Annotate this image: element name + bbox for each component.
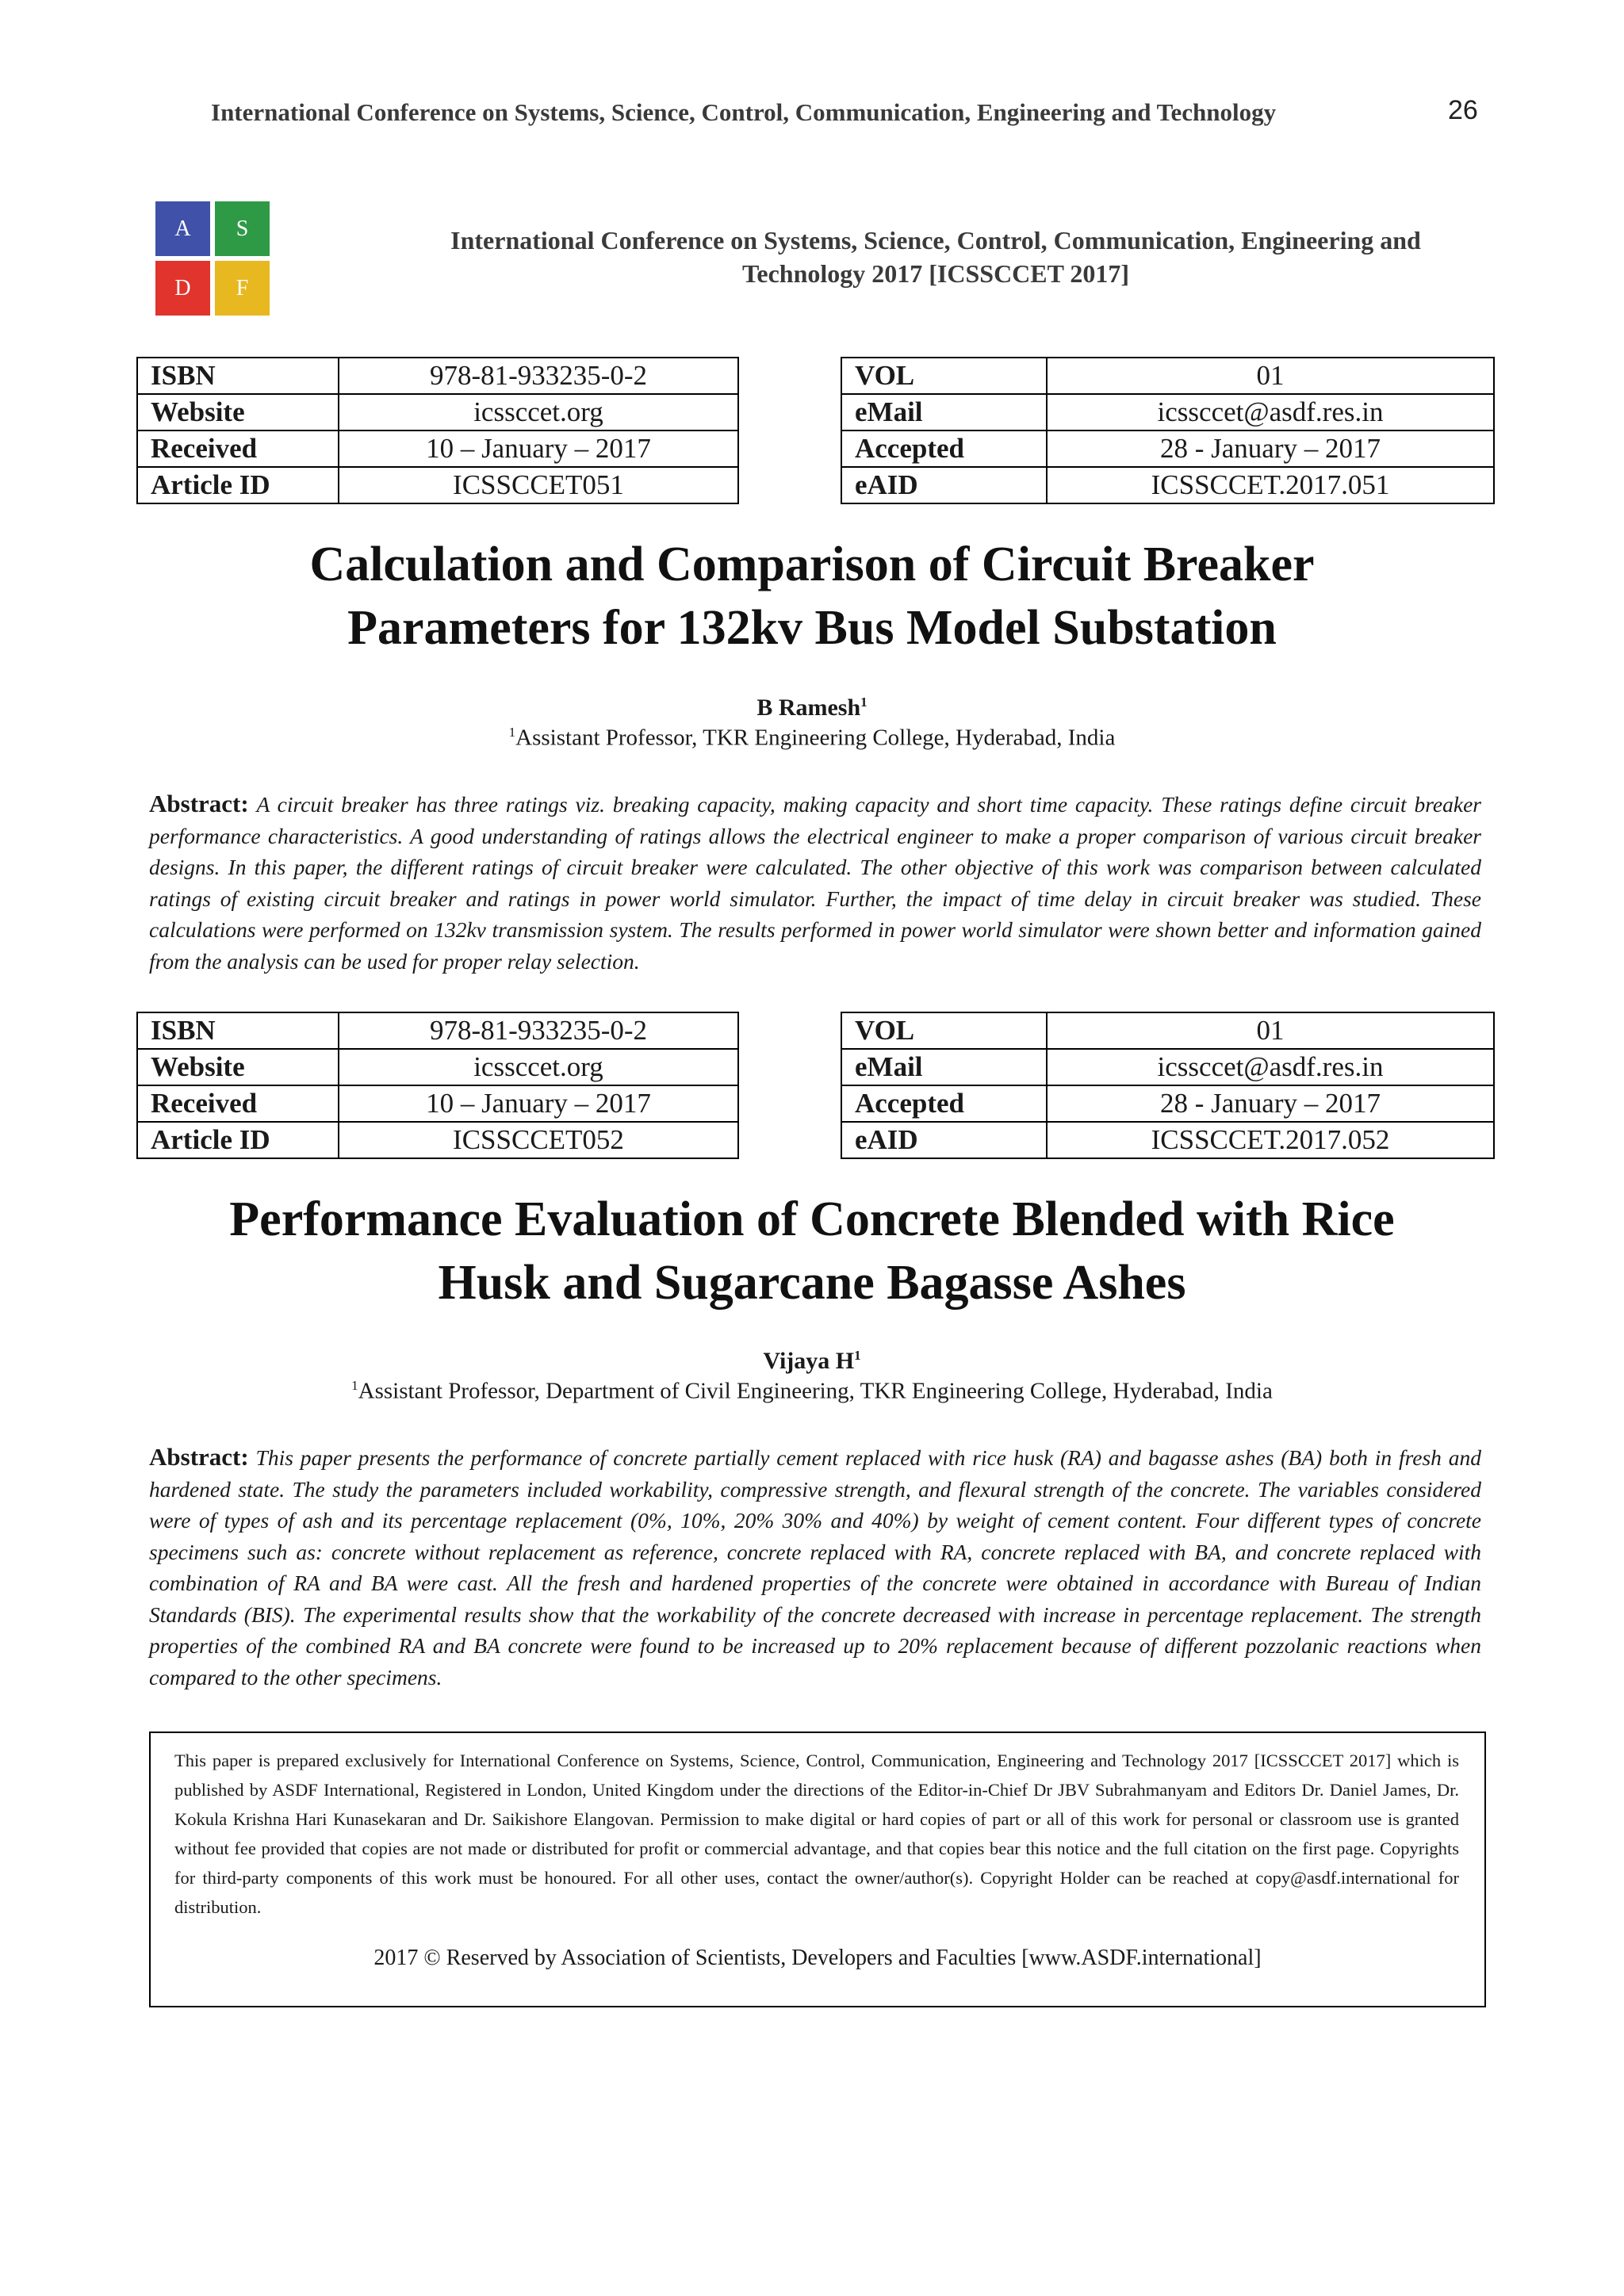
meta-value: icssccet.org [339, 394, 738, 430]
paper2-meta-left-table [136, 1012, 739, 1159]
table-row [137, 1012, 738, 1049]
table-row [841, 430, 1494, 467]
paper1-meta-right-table [841, 357, 1495, 504]
table-row [137, 1049, 738, 1085]
paper2-abstract [149, 1441, 1481, 1693]
meta-key: Website [137, 394, 339, 430]
author-name: Vijaya H [763, 1348, 855, 1374]
asdf-logo [155, 201, 274, 320]
paper2-title-line2: Husk and Sugarcane Bagasse Ashes [438, 1256, 1186, 1310]
meta-key: eAID [841, 1122, 1047, 1158]
author-superscript: 1 [854, 1348, 861, 1363]
meta-key: Accepted [841, 1085, 1047, 1122]
meta-key: Article ID [137, 467, 339, 503]
paper1-affiliation [0, 725, 1624, 752]
conference-name-line1: International Conference on Systems, Science, Control, Communication, Engineering and [450, 226, 1421, 254]
meta-key: Article ID [137, 1122, 339, 1158]
meta-key: VOL [841, 1012, 1047, 1049]
abstract-label: Abstract: [149, 1443, 249, 1471]
logo-cell-s: S [215, 201, 270, 256]
meta-key: eAID [841, 467, 1047, 503]
meta-key: eMail [841, 1049, 1047, 1085]
table-row [841, 1085, 1494, 1122]
meta-value: ICSSCCET.2017.051 [1047, 467, 1494, 503]
conference-name [381, 224, 1491, 290]
meta-value: icssccet.org [339, 1049, 738, 1085]
meta-value: 28 - January – 2017 [1047, 430, 1494, 467]
conference-name-line2: Technology 2017 [ICSSCCET 2017] [741, 259, 1130, 288]
paper2-meta-right-table [841, 1012, 1495, 1159]
paper1-abstract [149, 788, 1481, 977]
copyright-line: 2017 © Reserved by Association of Scientists, Developers and Faculties [www.ASDF.international] [373, 1946, 1262, 1970]
author-superscript: 1 [860, 695, 868, 710]
table-row [137, 430, 738, 467]
table-row [841, 358, 1494, 394]
meta-key: Received [137, 430, 339, 467]
logo-cell-d: D [155, 261, 210, 316]
meta-key: ISBN [137, 1012, 339, 1049]
publication-notice-box [149, 1732, 1486, 2007]
table-row [841, 394, 1494, 430]
meta-value: ICSSCCET.2017.052 [1047, 1122, 1494, 1158]
affiliation-text: Assistant Professor, Department of Civil Engineering, TKR Engineering College, Hyderabad, India [358, 1378, 1273, 1404]
paper2-title [95, 1188, 1529, 1314]
logo-cell-a: A [155, 201, 210, 256]
meta-value: 10 – January – 2017 [339, 430, 738, 467]
affiliation-text: Assistant Professor, TKR Engineering College, Hyderabad, India [515, 725, 1116, 751]
running-header: International Conference on Systems, Science, Control, Communication, Engineering and Technology [211, 98, 1277, 126]
paper1-title-line2: Parameters for 132kv Bus Model Substation [347, 601, 1277, 655]
abstract-text: A circuit breaker has three ratings viz. breaking capacity, making capacity and short time capacity. These ratings define circuit breaker performance characteristics. A good understanding of ratings allows the electrical engineer to make a proper comparison of various circuit breaker designs. In this paper, the different ratings of circuit breaker were calculated. The other objective of this work was comparison between calculated ratings of existing circuit breaker and ratings in power world simulator. Further, the impact of time delay in circuit breaker was studied. These calculations were performed on 132kv transmission system. The results performed in power world simulator were shown better and information gained from the analysis can be used for proper relay selection. [149, 792, 1481, 974]
table-row [841, 1049, 1494, 1085]
notice-text: This paper is prepared exclusively for International Conference on Systems, Science, Control, Communication, Engineering and Technology 2017 [ICSSCCET 2017] which is published by ASDF International, Registered in London, United Kingdom under the directions of the Editor-in-Chief Dr JBV Subrahmanyam and Editors Dr. Daniel James, Dr. Kokula Krishna Hari Kunasekaran and Dr. Saikishore Elangovan. Permission to make digital or hard copies of part or all of this work for personal or classroom use is granted without fee provided that copies are not made or distributed for profit or commercial advantage, and that copies bear this notice and the full citation on the first page. Copyrights for third-party components of this work must be honoured. For all other uses, contact the owner/author(s). Copyright Holder can be reached at copy@asdf.international for distribution. [174, 1751, 1459, 1917]
meta-key: Received [137, 1085, 339, 1122]
meta-key: Website [137, 1049, 339, 1085]
meta-value: ICSSCCET051 [339, 467, 738, 503]
paper1-title-line1: Calculation and Comparison of Circuit Breaker [309, 538, 1315, 591]
table-row [137, 394, 738, 430]
paper2-author [0, 1348, 1624, 1375]
affiliation-superscript: 1 [351, 1378, 358, 1393]
meta-value: 10 – January – 2017 [339, 1085, 738, 1122]
table-row [137, 358, 738, 394]
paper2-affiliation [0, 1378, 1624, 1405]
meta-key: eMail [841, 394, 1047, 430]
paper2-title-line1: Performance Evaluation of Concrete Blended with Rice [229, 1192, 1395, 1246]
abstract-label: Abstract: [149, 790, 249, 817]
meta-value: 01 [1047, 358, 1494, 394]
meta-value: 978-81-933235-0-2 [339, 1012, 738, 1049]
logo-cell-f: F [215, 261, 270, 316]
affiliation-superscript: 1 [508, 725, 516, 740]
table-row [841, 467, 1494, 503]
table-row [841, 1122, 1494, 1158]
meta-value: 01 [1047, 1012, 1494, 1049]
abstract-text: This paper presents the performance of concrete partially cement replaced with rice husk (RA) and bagasse ashes (BA) both in fresh and hardened state. The study the parameters included workability, compressive strength, and flexural strength of the concrete. The variables considered were of types of ash and its percentage replacement (0%, 10%, 20% 30% and 40%) by weight of cement content. Four different types of concrete specimens such as: concrete without replacement as reference, concrete replaced with RA, concrete replaced with BA, and concrete replaced with combination of RA and BA were cast. All the fresh and hardened properties of the concrete were obtained in accordance with Bureau of Indian Standards (BIS). The experimental results show that the workability of the concrete decreased with increase in percentage replacement. The strength properties of the combined RA and BA concrete were found to be increased up to 20% replacement because of different pozzolanic reactions when compared to the other specimens. [149, 1445, 1482, 1689]
meta-key: ISBN [137, 358, 339, 394]
meta-value: icssccet@asdf.res.in [1047, 1049, 1494, 1085]
meta-key: VOL [841, 358, 1047, 394]
paper1-author [0, 695, 1624, 721]
paper1-meta-left-table [136, 357, 739, 504]
meta-value: 28 - January – 2017 [1047, 1085, 1494, 1122]
page-number: 26 [1448, 95, 1478, 125]
meta-value: ICSSCCET052 [339, 1122, 738, 1158]
table-row [137, 467, 738, 503]
author-name: B Ramesh [756, 695, 861, 721]
table-row [137, 1085, 738, 1122]
paper1-title [95, 533, 1529, 660]
table-row [137, 1122, 738, 1158]
meta-key: Accepted [841, 430, 1047, 467]
table-row [841, 1012, 1494, 1049]
meta-value: icssccet@asdf.res.in [1047, 394, 1494, 430]
meta-value: 978-81-933235-0-2 [339, 358, 738, 394]
